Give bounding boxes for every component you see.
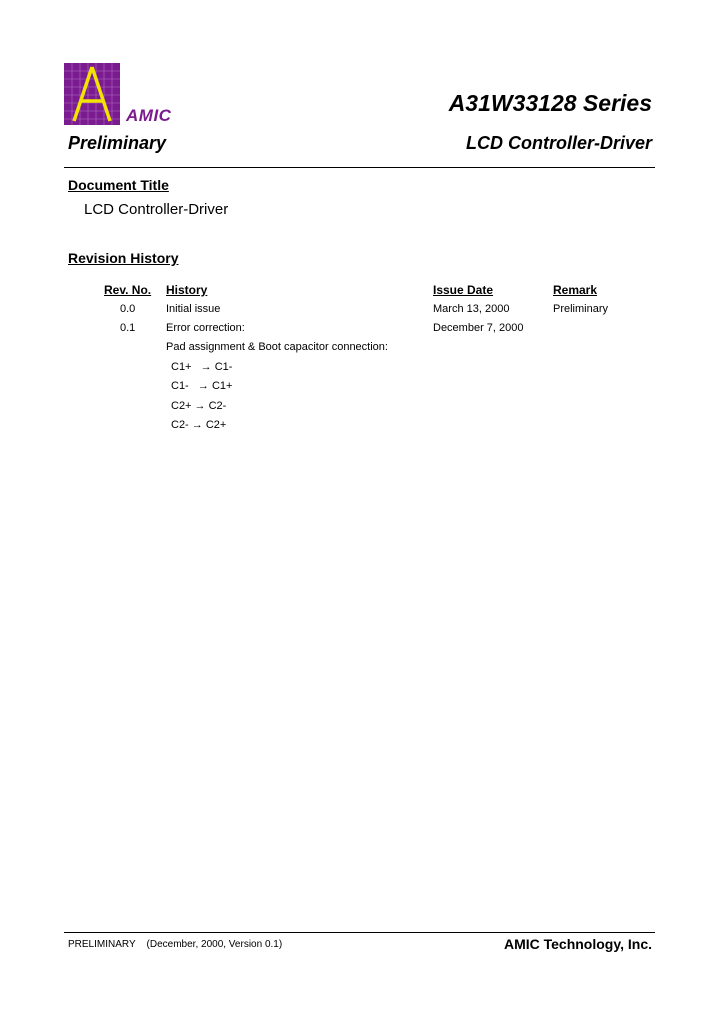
revision-note: C2+ → C2- [171,400,227,412]
revision-note: C1- → C1+ [171,380,233,392]
column-header-date: Issue Date [433,283,494,297]
revision-note: C2- → C2+ [171,419,227,431]
row-history: Error correction: [166,322,245,334]
row-rev: 0.1 [120,322,136,334]
revision-history-heading: Revision History [68,250,179,266]
status-label: Preliminary [68,133,167,153]
column-header-rev: Rev. No. [104,283,152,297]
revision-note: C1+ → C1- [171,361,233,373]
row-date: March 13, 2000 [433,303,510,315]
footer-divider [64,932,655,933]
row-history: Initial issue [166,303,221,315]
document-title-heading: Document Title [68,177,169,193]
row-date: December 7, 2000 [433,322,524,334]
footer-status: PRELIMINARY (December, 2000, Version 0.1) [68,939,283,950]
column-header-history: History [166,283,208,297]
amic-logo-icon [64,63,120,125]
column-header-remark: Remark [553,283,598,297]
row-rev: 0.0 [120,303,136,315]
product-subtitle: LCD Controller-Driver [465,133,652,153]
revision-note: Pad assignment & Boot capacitor connection: [166,341,388,353]
logo-text: AMIC [126,106,172,125]
footer-company: AMIC Technology, Inc. [503,936,652,952]
amic-logo [64,63,120,125]
header-divider [64,167,655,168]
document-title-value: LCD Controller-Driver [84,201,229,218]
series-title: A31W33128 Series [448,90,652,116]
row-remark: Preliminary [553,303,609,315]
